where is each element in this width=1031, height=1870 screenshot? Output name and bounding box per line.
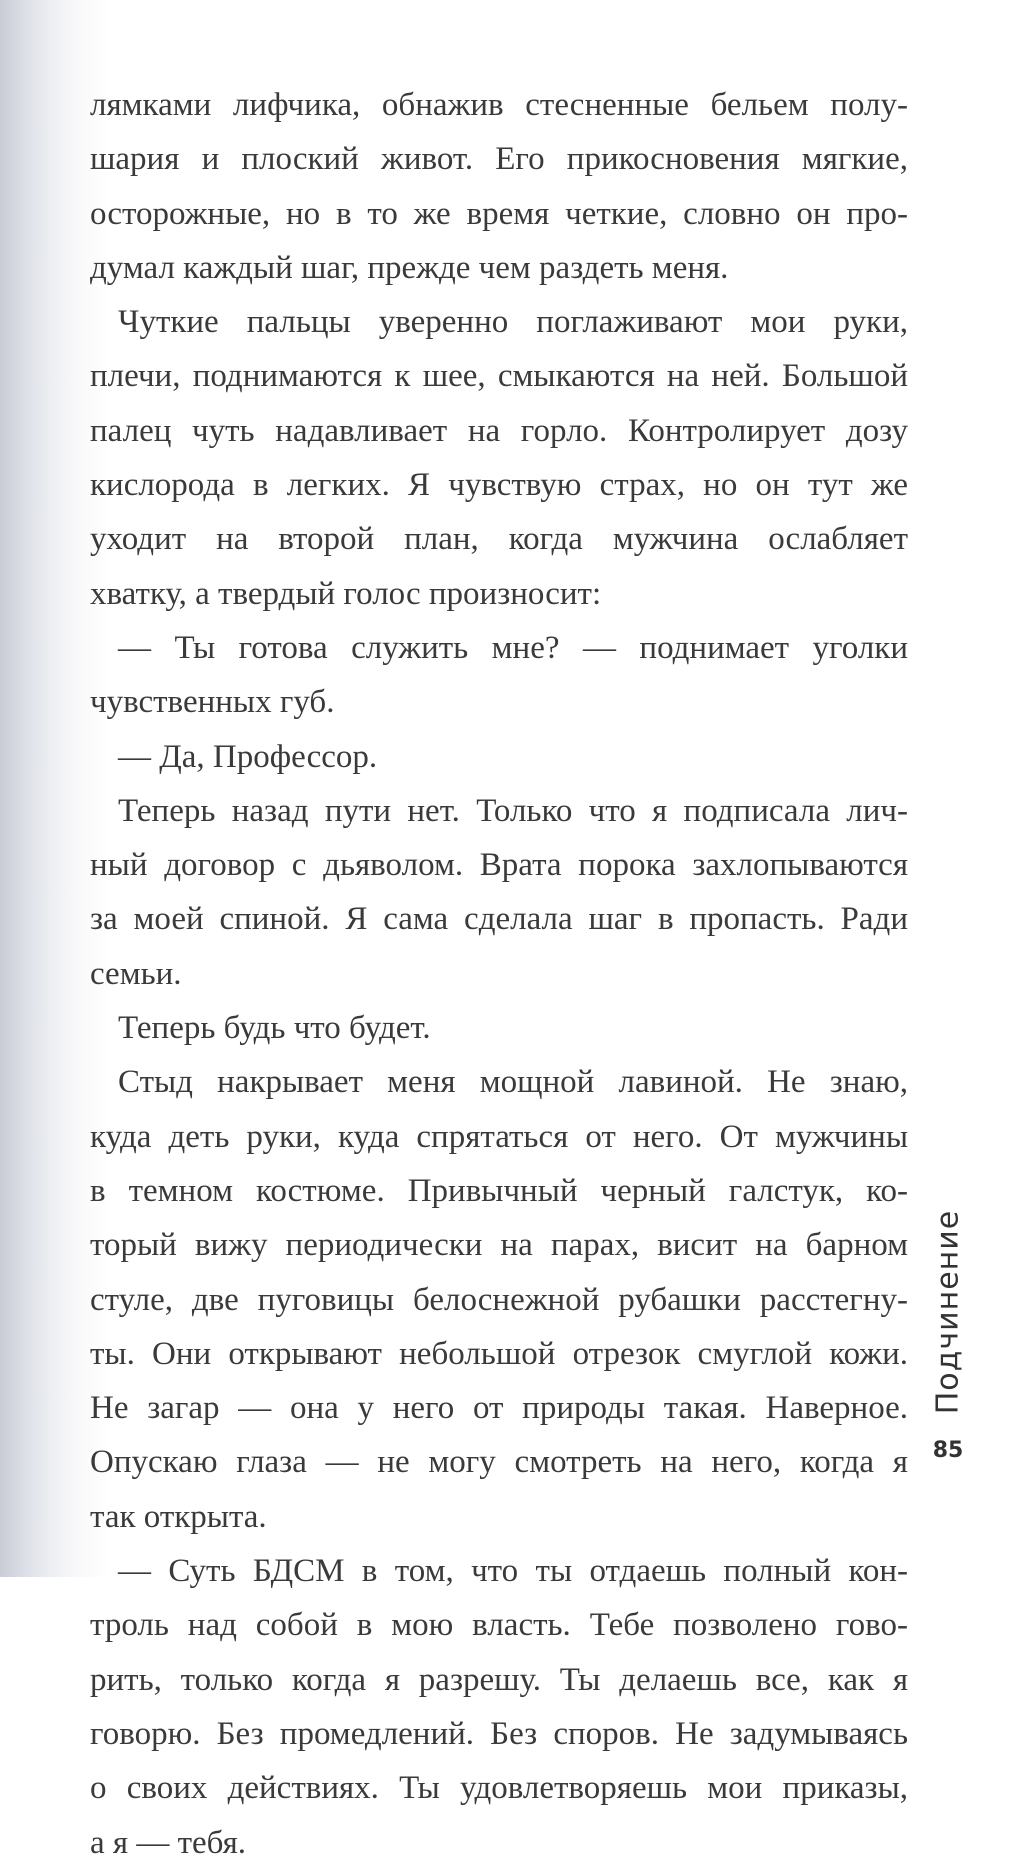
text-line: в темном костюме. Привычный черный галстук, ко- [90,1172,908,1209]
text-line: Опускаю глаза — не могу смотреть на него, когда я [90,1444,908,1481]
text-line: троль над собой в мою власть. Тебе позволено гово- [90,1607,908,1644]
text-line: ный договор с дьяволом. Врата порока захлопываются [90,847,908,884]
text-line: Теперь будь что будет. [118,1010,431,1047]
text-line: лямками лифчика, обнажив стесненные бельем полу- [90,87,908,123]
text-line: хватку, а твердый голос произносит: [90,575,602,612]
text-line: а я — тебя. [90,1824,247,1861]
text-line: стуле, две пуговицы белоснежной рубашки расстегну- [90,1281,908,1318]
text-line: палец чуть надавливает на горло. Контролирует дозу [90,412,908,449]
text-line: торый вижу периодически на парах, висит на барном [90,1227,908,1264]
text-line: Чуткие пальцы уверенно поглаживают мои руки, [118,304,908,341]
text-line: думал каждый шаг, прежде чем раздеть меня. [90,249,729,286]
text-line: Не загар — она у него от природы такая. Наверное. [90,1390,908,1427]
text-line: — Суть БДСМ в том, что ты отдаешь полный кон- [118,1553,908,1590]
text-line: чувственных губ. [90,684,335,721]
text-line: Теперь назад пути нет. Только что я подписала лич- [118,792,908,829]
text-line: плечи, поднимаются к шее, смыкаются на ней. Большой [90,358,908,395]
text-line: — Да, Профессор. [118,738,378,775]
text-line: осторожные, но в то же время четкие, словно он про- [90,195,908,232]
text-line: так открыта. [90,1498,267,1535]
body-text [90,78,908,1870]
text-line: за моей спиной. Я сама сделала шаг в пропасть. Ради [90,901,908,938]
text-line: кислорода в легких. Я чувствую страх, но он тут же [90,467,908,504]
text-line: куда деть руки, куда спрятаться от него. От мужчины [90,1118,908,1155]
text-line: ты. Они открывают небольшой отрезок смуглой кожи. [90,1335,908,1372]
text-line: уходит на второй план, когда мужчина ослабляет [90,521,908,558]
text-line: Стыд накрывает меня мощной лавиной. Не знаю, [118,1064,908,1101]
text-line: говорю. Без промедлений. Без споров. Не задумываясь [90,1715,908,1752]
running-head [918,1209,978,1415]
text-line: о своих действиях. Ты удовлетворяешь мои приказы, [90,1770,908,1807]
page-number: 85 [932,1438,964,1463]
text-line: — Ты готова служить мне? — поднимает уголки [118,629,908,666]
text-line: шария и плоский живот. Его прикосновения мягкие, [90,141,908,178]
text-line: рить, только когда я разрешу. Ты делаешь все, как я [90,1661,908,1698]
text-line: семьи. [90,955,182,992]
running-head-label: Подчинение [930,1209,966,1415]
